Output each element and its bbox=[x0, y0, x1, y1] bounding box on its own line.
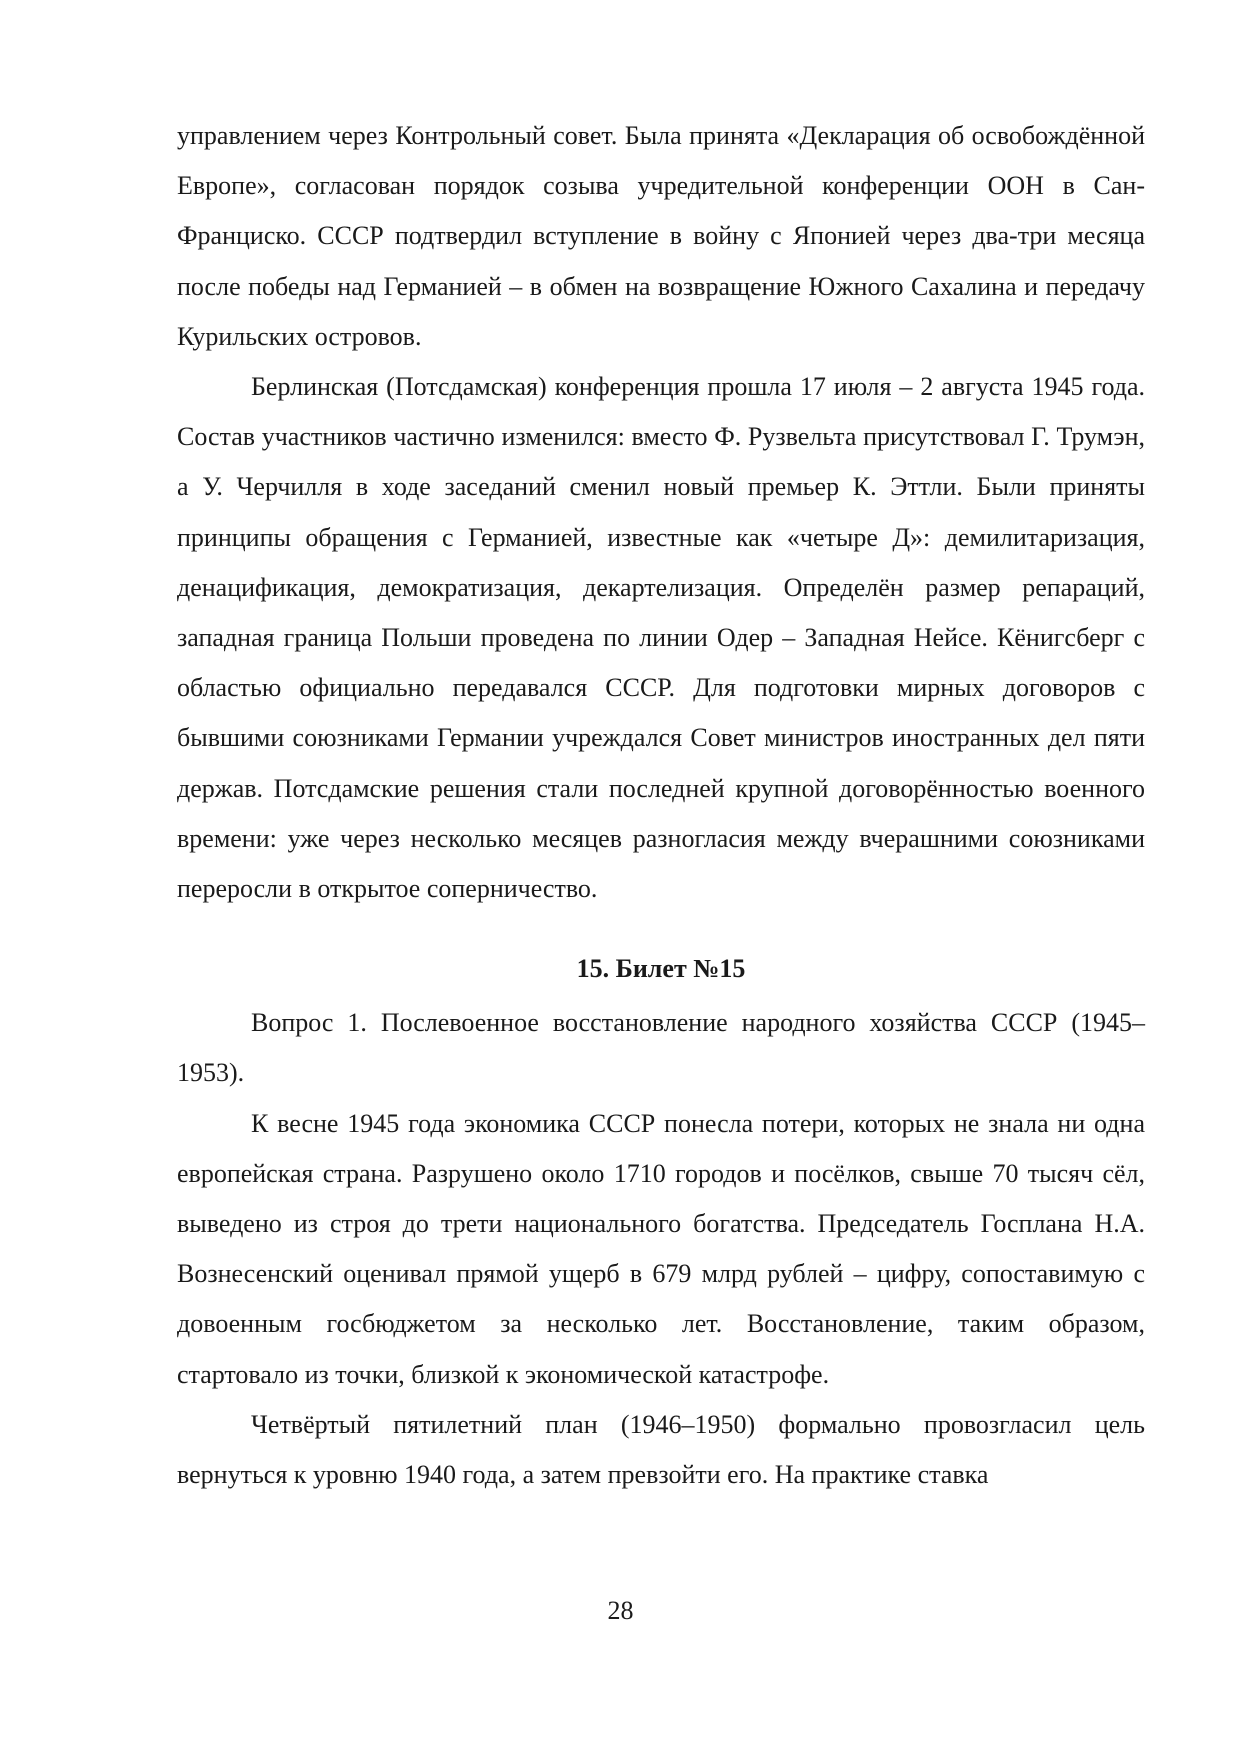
paragraph-continuation: управлением через Контрольный совет. Была принята «Декларация об освобождённой Европе», согласован порядок созыва учредительной конференции ООН в Сан-Франциско. СССР подтвердил вступление в войну с Японией через два-три месяца после победы над Германией – в обмен на возвращение Южного Сахалина и передачу Курильских островов. bbox=[177, 121, 1145, 351]
paragraph-war-losses: К весне 1945 года экономика СССР понесла потери, которых не знала ни одна европейская страна. Разрушено около 1710 городов и посёлков, свыше 70 тысяч сёл, выведено из строя до трети национального богатства. Председатель Госплана Н.А. Вознесенский оценивал прямой ущерб в 679 млрд рублей – цифру, сопоставимую с довоенным госбюджетом за несколько лет. Восстановление, таким образом, стартовало из точки, близкой к экономической катастрофе. bbox=[177, 1108, 1145, 1389]
paragraph-five-year-plan: Четвёртый пятилетний план (1946–1950) формально провозгласил цель вернуться к уровню 1940 года, а затем превзойти его. На практике ставка bbox=[177, 1409, 1145, 1490]
section-heading: 15. Билет №15 bbox=[576, 954, 746, 984]
paragraph-question: Вопрос 1. Послевоенное восстановление народного хозяйства СССР (1945–1953). bbox=[177, 1008, 1145, 1088]
page-number: 28 bbox=[607, 1596, 634, 1625]
body-text bbox=[177, 111, 1145, 1500]
paragraph-potsdam-conference: Берлинская (Потсдамская) конференция прошла 17 июля – 2 августа 1945 года. Состав участников частично изменился: вместо Ф. Рузвельта присутствовал Г. Трумэн, а У. Черчилля в ходе заседаний сменил новый премьер К. Эттли. Были приняты принципы обращения с Германией, известные как «четыре Д»: демилитаризация, денацификация, демократизация, декартелизация. Определён размер репараций, западная граница Польши проведена по линии Одер – Западная Нейсе. Кёнигсберг с областью официально передавался СССР. Для подготовки мирных договоров с бывшими союзниками Германии учреждался Совет министров иностранных дел пяти держав. Потсдамские решения стали последней крупной договорённостью военного времени: уже через несколько месяцев разногласия между вчерашними союзниками переросли в открытое соперничество. bbox=[177, 372, 1145, 904]
